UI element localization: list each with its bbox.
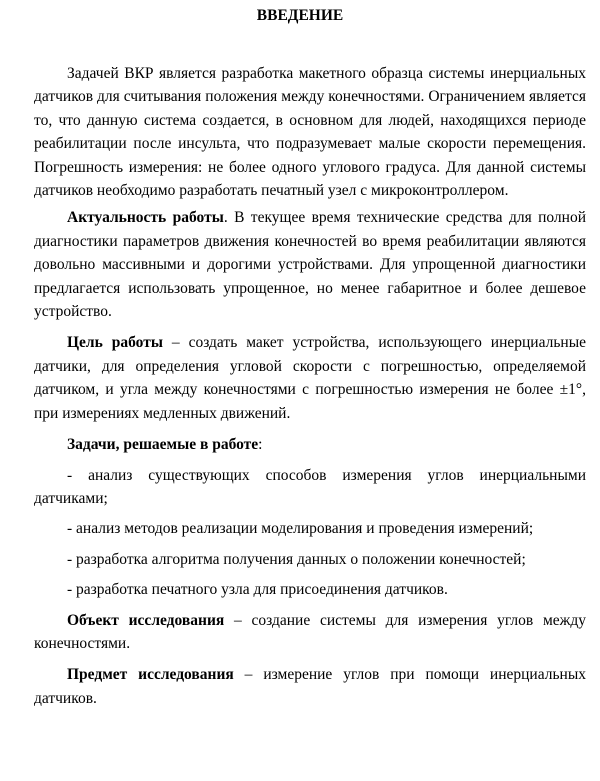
goal-paragraph bbox=[34, 331, 586, 425]
task-item: - разработка печатного узла для присоединения датчиков. bbox=[67, 581, 448, 599]
subject-label: Предмет исследования bbox=[67, 666, 234, 684]
goal-text: – создать макет устройства, использующего инерциальные датчики, для определения угловой скорости с погрешностью, определяемой датчиком, и угла между конечностями с погрешностью измерения не более ±1°, при измерениях медленных движений. bbox=[34, 334, 586, 422]
intro-paragraph: Задачей ВКР является разработка макетного образца системы инерциальных датчиков для считывания положения между конечностями. Ограничением является то, что данную система создается, в основном для людей, находящихся периоде реабилитации после инсульта, что подразумевает малые скорости перемещения. Погрешность измерения: не более одного углового градуса. Для данной системы датчиков необходимо разработать печатный узел с микроконтроллером. bbox=[34, 65, 586, 200]
page-title: ВВЕДЕНИЕ bbox=[256, 7, 344, 24]
task-item: - анализ методов реализации моделирования и проведения измерений; bbox=[67, 520, 534, 538]
object-label: Объект исследования bbox=[67, 611, 225, 629]
subject-paragraph bbox=[34, 663, 586, 710]
goal-label: Цель работы bbox=[67, 334, 163, 352]
object-paragraph bbox=[34, 609, 586, 656]
subject-text: – измерение углов при помощи инерциальных датчиков. bbox=[34, 666, 586, 707]
task-item: - анализ существующих способов измерения углов инерциальными датчиками; bbox=[34, 466, 586, 507]
relevance-label: Актуальность работы bbox=[67, 209, 224, 227]
relevance-text: . В текущее время технические средства для полной диагностики параметров движения конечностей во время реабилитации являются довольно массивными и дорогими устройствами. Для упрощенной диагностики предлагается использовать упрощенное, но менее габаритное и более дешевое устройство. bbox=[34, 209, 587, 321]
relevance-paragraph bbox=[34, 206, 586, 323]
tasks-suffix: : bbox=[258, 436, 263, 454]
object-text: – создание системы для измерения углов между конечностями. bbox=[34, 611, 587, 652]
tasks-label: Задачи, решаемые в работе bbox=[67, 436, 259, 454]
task-item: - разработка алгоритма получения данных о положении конечностей; bbox=[67, 550, 526, 568]
document-body bbox=[34, 62, 586, 718]
tasks-heading bbox=[34, 433, 586, 456]
